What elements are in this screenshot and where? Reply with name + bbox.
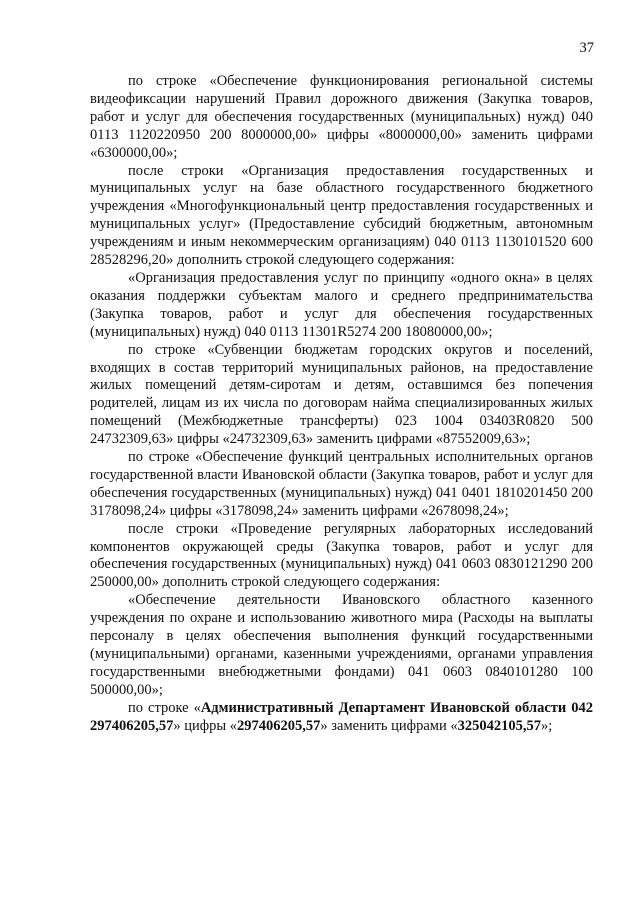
final-middle-2: » заменить цифрами « xyxy=(320,717,458,734)
final-middle-1: » цифры « xyxy=(173,717,238,734)
document-body xyxy=(90,73,593,736)
final-bold-old-value: 297406205,57 xyxy=(237,717,321,734)
final-bold-new-value: 325042105,57 xyxy=(457,717,541,734)
paragraph: «Организация предоставления услуг по принципу «одного окна» в целях оказания поддержки субъектам малого и среднего предпринимательства (Закупка товаров, работ и услуг для обеспечения государственных (муниципальных) нужд) 040 0113 11301R5274 200 18080000,00»; xyxy=(90,269,593,340)
paragraph: после строки «Проведение регулярных лабораторных исследований компонентов окружающей среды (Закупка товаров, работ и услуг для обеспечения государственных (муниципальных) нужд) 041 0603 0830121290 200 250000,00» дополнить строкой следующего содержания: xyxy=(90,520,593,591)
final-prefix: по строке « xyxy=(128,699,201,716)
paragraph: «Обеспечение деятельности Ивановского областного казенного учреждения по охране и использованию животного мира (Расходы на выплаты персоналу в целях обеспечения выполнения функций государственными (муниципальными) органами, казенными учреждениями, органами управления государственными внебюджетными фондами) 041 0603 0840101280 100 500000,00»; xyxy=(90,592,593,698)
paragraph: по строке «Обеспечение функций центральных исполнительных органов государственной власти Ивановской области (Закупка товаров, работ и услуг для обеспечения государственных (муниципальных) нужд) 041 0401 1810201450 200 3178098,24» цифры «3178098,24» заменить цифрами «2678098,24»; xyxy=(90,449,593,519)
paragraph: после строки «Организация предоставления государственных и муниципальных услуг на базе областного государственного бюджетного учреждения «Многофункциональный центр предоставления государственных и муниципальных услуг» (Предоставление субсидий бюджетным, автономным учреждениям и иным некоммерческим организациям) 040 0113 1130101520 600 28528296,20» дополнить строкой следующего содержания: xyxy=(90,162,593,269)
page-number: 37 xyxy=(579,40,594,56)
paragraph: по строке «Субвенции бюджетам городских округов и поселений, входящих в состав территорий муниципальных районов, на предоставление жилых помещений детям-сиротам и детям, оставшимся без попечения родителей, лицам из их числа по договорам найма специализированных жилых помещений (Межбюджетные трансферты) 023 1004 03403R0820 500 24732309,63» цифры «24732309,63» заменить цифрами «87552009,63»; xyxy=(90,341,593,448)
final-suffix: »; xyxy=(540,717,553,734)
final-paragraph xyxy=(90,700,593,736)
paragraph: по строке «Обеспечение функционирования региональной системы видеофиксации нарушений Правил дорожного движения (Закупка товаров, работ и услуг для обеспечения государственных (муниципальных) нужд) 040 0113 1120220950 200 8000000,00» цифры «8000000,00» заменить цифрами «6300000,00»; xyxy=(90,73,593,161)
final-bold-name: Административный Департамент Ивановской области 042 297406205,57 xyxy=(90,699,593,734)
